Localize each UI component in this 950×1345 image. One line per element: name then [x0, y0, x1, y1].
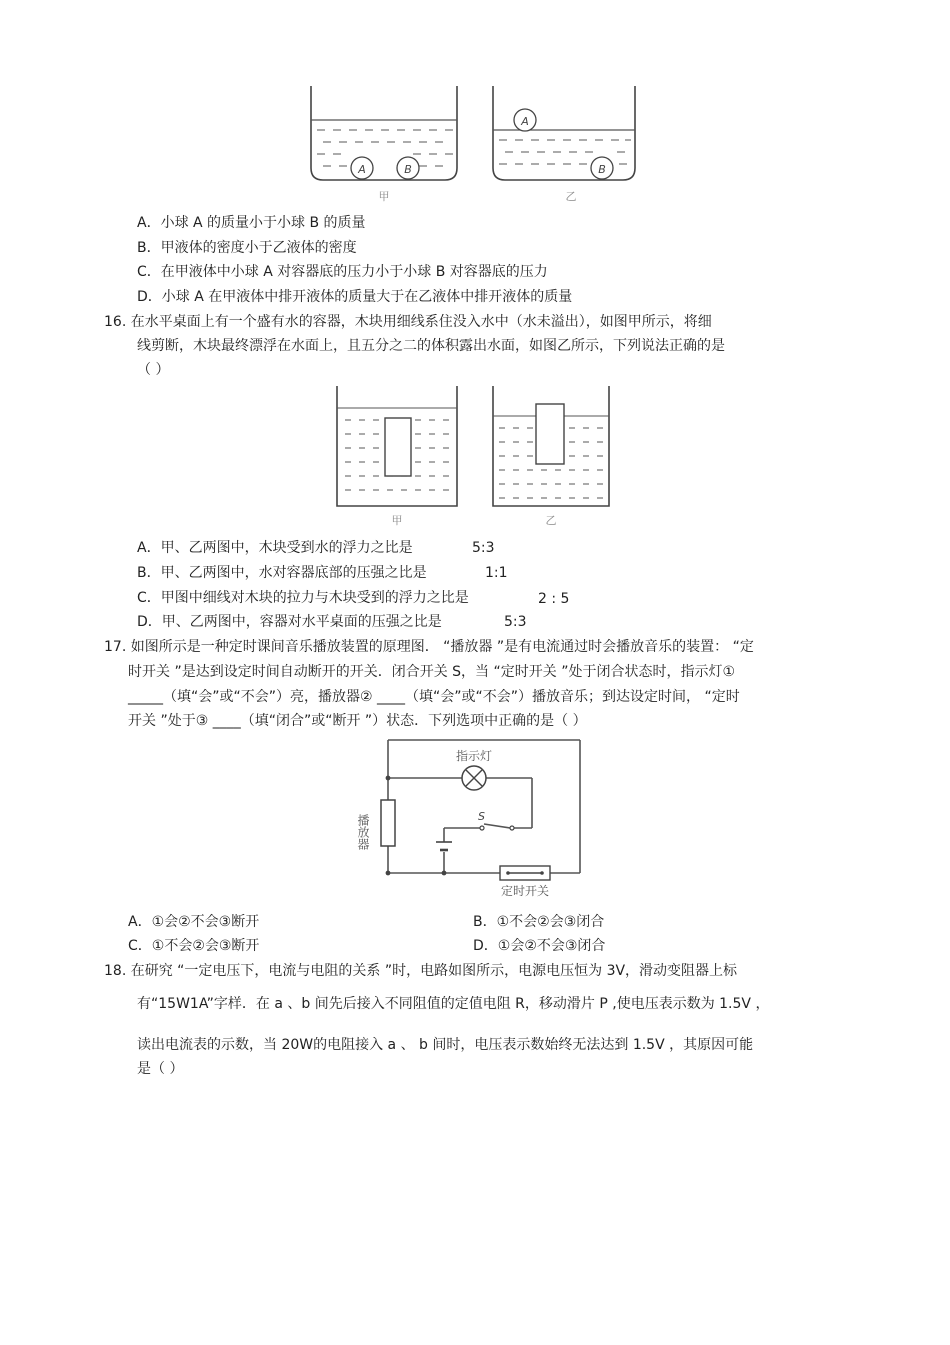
q18-stem-line-1: 18. 在研究 “一定电压下，电流与电阻的关系 ”时，电路如图所示，电源电压恒为 3V，滑动变阻器上标 [104, 963, 738, 979]
q15-container-right [493, 86, 635, 203]
q18-stem-line-2: 有“15W1A”字样．在 a 、b 间先后接入不同阻值的定值电阻 R，移动滑片 P ,使电压表示数为 1.5V ， [137, 996, 770, 1012]
q16-stem-line-2: 线剪断，木块最终漂浮在水面上，且五分之二的体积露出水面，如图乙所示，下列说法正确的是 [137, 338, 725, 354]
q16-label-jia: 甲 [391, 514, 403, 527]
q16-option-d-value: 5:3 [504, 614, 527, 630]
player-box [381, 800, 395, 846]
q15-figure [305, 86, 645, 208]
player-label [356, 813, 370, 851]
switch-contact-right [510, 826, 514, 830]
q16-stem-line-1: 16. 在水平桌面上有一个盛有水的容器，木块用细线系住没入水中（水未溢出），如图甲所示，将细 [104, 314, 712, 330]
junction-dot-1 [386, 776, 391, 781]
q16-option-a-value: 5:3 [472, 540, 495, 556]
wood-block-right [536, 404, 564, 464]
ball-a-right-label: A [521, 115, 529, 128]
q18-stem-line-3: 读出电流表的示数，当 20W的电阻接入 a 、 b 间时，电压表示数始终无法达到 1.5V ，其原因可能 [137, 1037, 754, 1053]
q15-container-left [311, 86, 457, 203]
junction-dot-3 [386, 871, 391, 876]
q16-container-left [337, 386, 457, 527]
junction-dot-2 [442, 871, 447, 876]
q17-stem-line-4: 开关 ”处于③ ____（填“闭合”或“断开 ”）状态．下列选项中正确的是（ ） [128, 713, 587, 729]
lamp-label: 指示灯 [455, 749, 493, 763]
q17-stem-line-3: _____（填“会”或“不会”）亮，播放器② ____（填“会”或“不会”）播放音乐；到达设定时间， “定时 [128, 689, 740, 705]
timer-switch-label: 定时开关 [500, 884, 550, 898]
ball-b-left-label: B [404, 163, 412, 176]
q18-stem-line-4: 是（ ） [137, 1061, 184, 1077]
q16-label-yi: 乙 [545, 514, 557, 527]
q16-container-right [493, 386, 609, 527]
wood-block-left [385, 418, 411, 476]
q15-option-d[interactable]: D．小球 A 在甲液体中排开液体的质量大于在乙液体中排开液体的质量 [137, 289, 573, 305]
q16-option-b-value: 1:1 [485, 565, 508, 581]
switch-contact-left [480, 826, 484, 830]
q16-option-a[interactable]: A．甲、乙两图中，木块受到水的浮力之比是 [137, 540, 413, 556]
q17-stem-line-1: 17. 如图所示是一种定时课间音乐播放装置的原理图． “播放器 ”是有电流通过时会播放音乐的装置： “定 [104, 639, 754, 655]
q17-circuit-figure [356, 738, 587, 900]
q16-option-c[interactable]: C．甲图中细线对木块的拉力与木块受到的浮力之比是 [137, 590, 469, 606]
q17-stem-line-2: 时开关 ”是达到设定时间自动断开的开关．闭合开关 S，当 “定时开关 ”处于闭合状态时，指示灯① [128, 664, 735, 680]
q15-label-jia: 甲 [378, 190, 390, 203]
q15-label-yi: 乙 [565, 190, 577, 203]
q17-option-a[interactable]: A．①会②不会③断开 [128, 914, 260, 930]
q17-option-c[interactable]: C．①不会②会③断开 [128, 938, 260, 954]
q17-option-b[interactable]: B．①不会②会③闭合 [473, 914, 605, 930]
q15-option-b[interactable]: B．甲液体的密度小于乙液体的密度 [137, 240, 357, 256]
q15-option-c[interactable]: C．在甲液体中小球 A 对容器底的压力小于小球 B 对容器底的压力 [137, 264, 548, 280]
q16-option-c-value: 2 : 5 [538, 591, 570, 607]
q15-option-a[interactable]: A．小球 A 的质量小于小球 B 的质量 [137, 215, 366, 231]
switch-s-label: S [478, 810, 485, 823]
ball-a-left-label: A [358, 163, 366, 176]
q16-figure [333, 386, 613, 530]
q16-stem-line-3: （ ） [137, 362, 170, 378]
q16-option-d[interactable]: D．甲、乙两图中，容器对水平桌面的压强之比是 [137, 614, 442, 630]
q16-option-b[interactable]: B．甲、乙两图中，水对容器底部的压强之比是 [137, 565, 427, 581]
q17-option-d[interactable]: D．①会②不会③闭合 [473, 938, 606, 954]
player-label-text: 播放器 [356, 814, 370, 850]
ball-b-right-label: B [598, 163, 606, 176]
